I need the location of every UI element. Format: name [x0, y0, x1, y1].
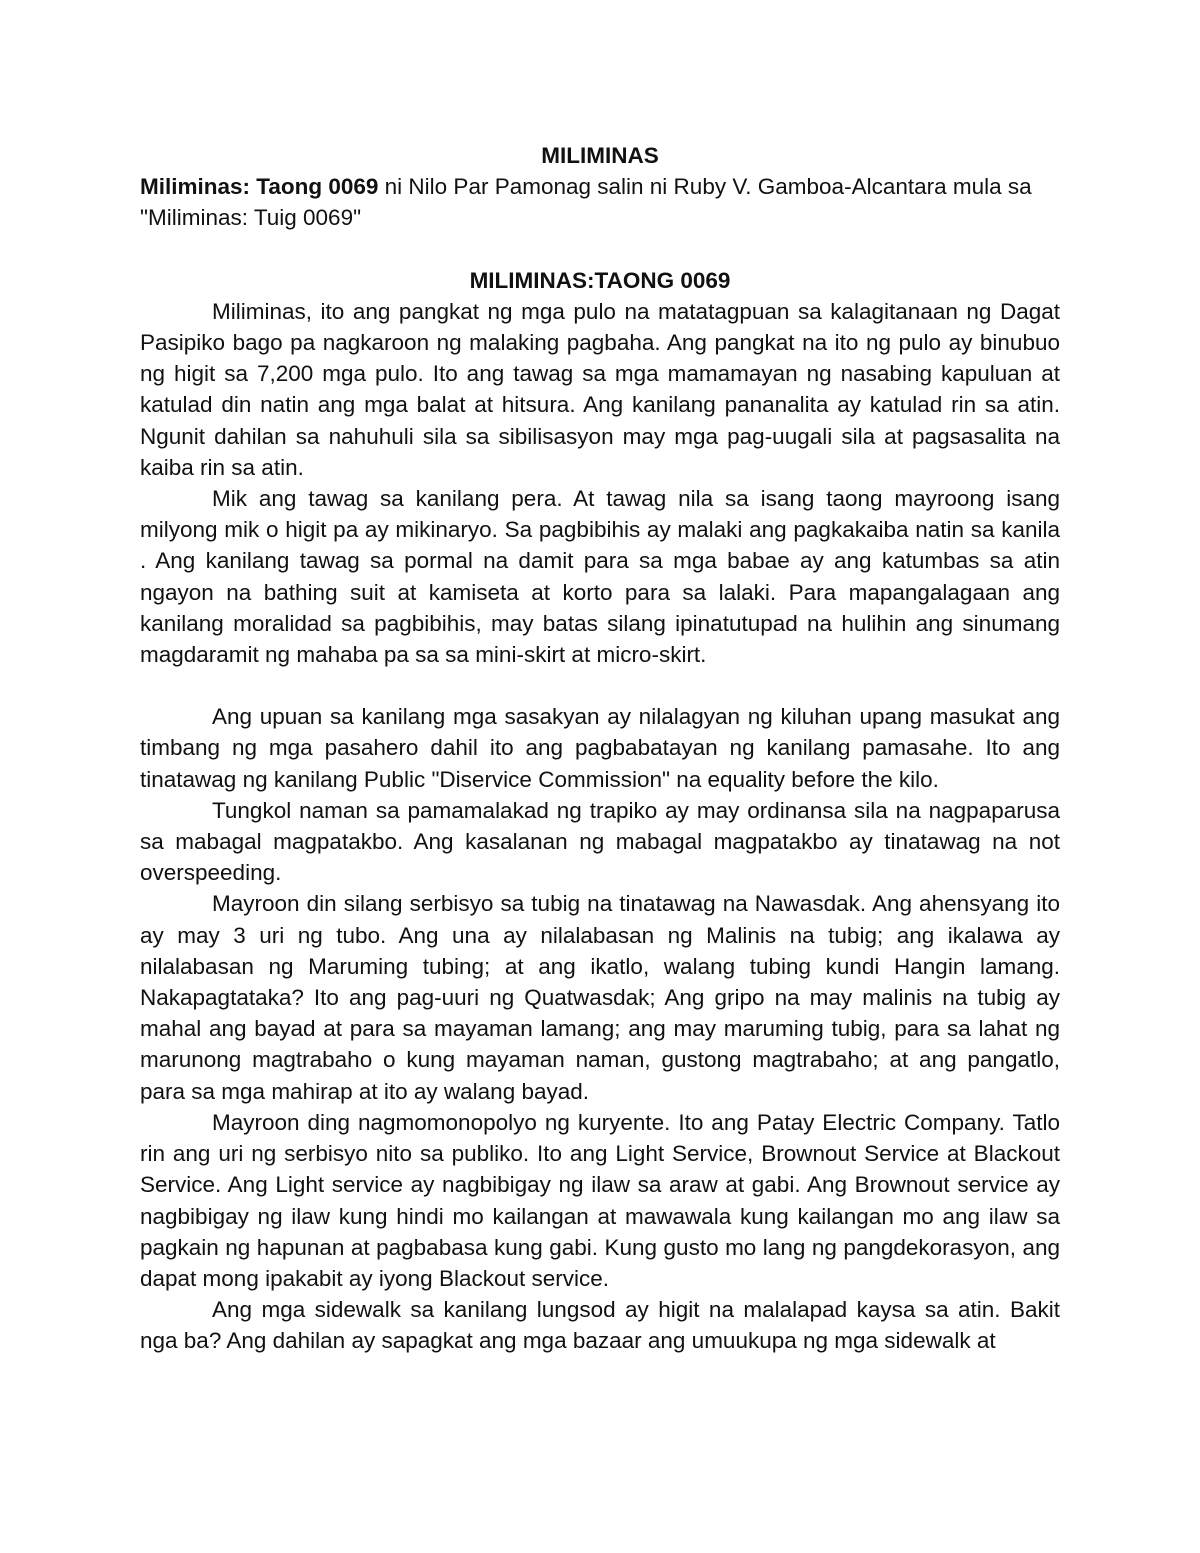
document-body: [140, 140, 1060, 1357]
subtitle-bold: Miliminas: Taong 0069: [140, 174, 379, 200]
paragraph: Mik ang tawag sa kanilang pera. At tawag nila sa isang taong mayroong isang milyong mik o higit pa ay mikinaryo. Sa pagbibihis ay malaki ang pagkakaiba natin sa kanila . Ang kanilang tawag sa pormal na damit para sa mga babae ay ang katumbas sa atin ngayon na bathing suit at kamiseta at korto para sa lalaki. Para mapangalagaan ang kanilang moralidad sa pagbibihis, may batas silang ipinatutupad na hulihin ang sinumang magdaramit ng mahaba pa sa sa mini-skirt at micro-skirt.: [140, 486, 1060, 668]
subtitle-rest: ni Nilo Par Pamonag salin ni Ruby V. Gamboa-Alcantara mula sa "Miliminas: Tuig 0069": [140, 174, 1032, 231]
paragraph: Ang mga sidewalk sa kanilang lungsod ay higit na malalapad kaysa sa atin. Bakit nga ba? Ang dahilan ay sapagkat ang mga bazaar ang umuukupa ng mga sidewalk at: [140, 1297, 1060, 1354]
paragraph: Mayroon din silang serbisyo sa tubig na tinatawag na Nawasdak. Ang ahensyang ito ay may 3 uri ng tubo. Ang una ay nilalabasan ng Malinis na tubig; ang ikalawa ay nilalabasan ng Maruming tubing; at ang ikatlo, walang tubing kundi Hangin lamang. Nakapagtataka? Ito ang pag-uuri ng Quatwasdak; Ang gripo na may malinis na tubig ay mahal ang bayad at para sa mayaman lamang; ang may maruming tubig, para sa lahat ng marunong magtrabaho o kung mayaman naman, gustong magtrabaho; at ang pangatlo, para sa mga mahirap at ito ay walang bayad.: [140, 891, 1060, 1104]
document-title: MILIMINAS: [541, 143, 659, 168]
paragraph: Ang upuan sa kanilang mga sasakyan ay nilalagyan ng kiluhan upang masukat ang timbang ng mga pasahero dahil ito ang pagbabatayan ng kanilang pamasahe. Ito ang tinatawag ng kanilang Public "Diservice Commission" na equality before the kilo.: [140, 704, 1060, 792]
document-subtitle: [140, 171, 1060, 233]
paragraph: Miliminas, ito ang pangkat ng mga pulo na matatagpuan sa kalagitanaan ng Dagat Pasipiko bago pa nagkaroon ng malaking pagbaha. Ang pangkat na ito ng pulo ay binubuo ng higit sa 7,200 mga pulo. Ito ang tawag sa mga mamamayan ng nasabing kapuluan at katulad din natin ang mga balat at hitsura. Ang kanilang pananalita ay katulad rin sa atin. Ngunit dahilan sa nahuhuli sila sa sibilisasyon may mga pag-uugali sila at pagsasalita na kaiba rin sa atin.: [140, 298, 1060, 480]
paragraph: Mayroon ding nagmomonopolyo ng kuryente. Ito ang Patay Electric Company. Tatlo rin ang uri ng serbisyo nito sa publiko. Ito ang Light Service, Brownout Service at Blackout Service. Ang Light service ay nagbibigay ng ilaw sa araw at gabi. Ang Brownout service ay nagbibigay ng ilaw kung hindi mo kailangan at mawawala kung kailangan mo ang ilaw sa pagkain ng hapunan at pagbabasa kung gabi. Kung gusto mo lang ng pangdekorasyon, ang dapat mong ipakabit ay iyong Blackout service.: [140, 1109, 1060, 1291]
paragraph: Tungkol naman sa pamamalakad ng trapiko ay may ordinansa sila na nagpaparusa sa mabagal magpatakbo. Ang kasalanan ng mabagal magpatakbo ay tinatawag na not overspeeding.: [140, 797, 1060, 886]
section-title: MILIMINAS:TAONG 0069: [469, 267, 731, 293]
